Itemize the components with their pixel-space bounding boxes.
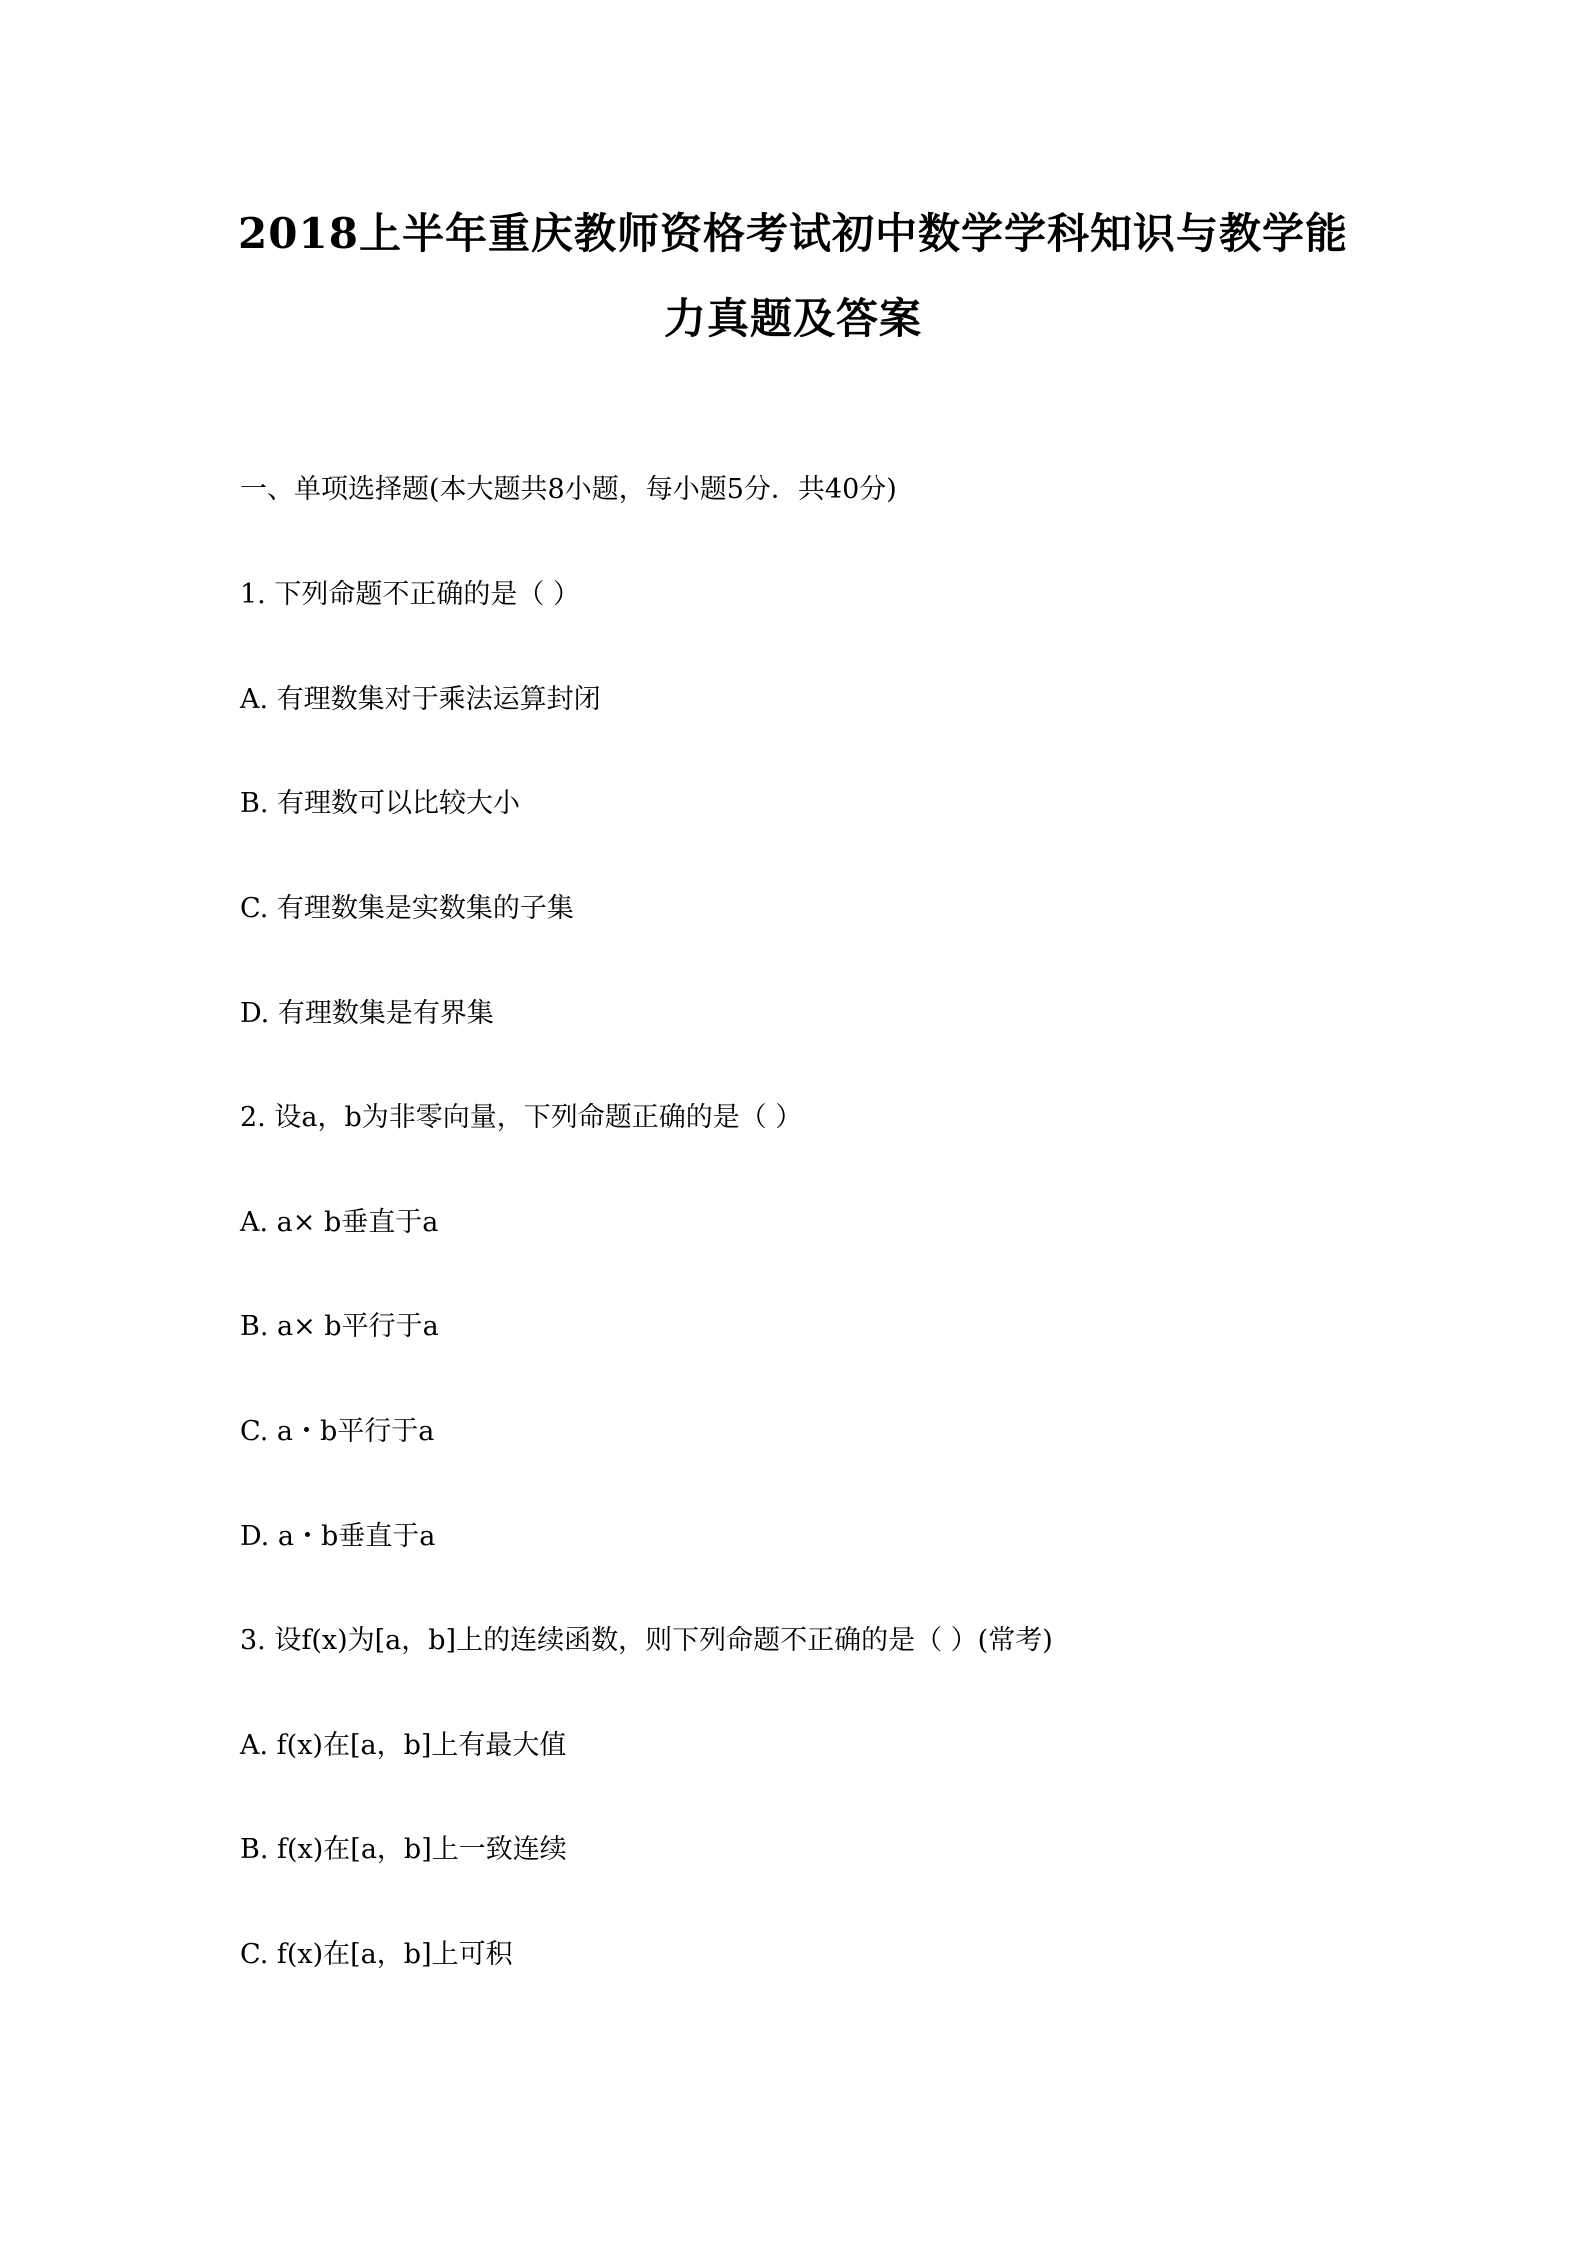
question-1-stem: 1. 下列命题不正确的是（ ）	[240, 579, 580, 610]
question-2-stem: 2. 设a，b为非零向量，下列命题正确的是（ ）	[240, 1102, 803, 1133]
document-title-line-1: 2018上半年重庆教师资格考试初中数学学科知识与教学能	[238, 209, 1348, 258]
question-3-stem: 3. 设f(x)为[a，b]上的连续函数，则下列命题不正确的是（ ）(常考)	[240, 1625, 1053, 1656]
question-3-option-b: B. f(x)在[a，b]上一致连续	[240, 1834, 567, 1865]
question-2-option-c: C. a・b平行于a	[240, 1416, 435, 1447]
section-heading: 一、单项选择题(本大题共8小题，每小题5分．共40分)	[240, 474, 897, 505]
question-3-option-a: A. f(x)在[a，b]上有最大值	[240, 1730, 567, 1761]
question-2-option-a: A. a× b垂直于a	[240, 1207, 439, 1238]
question-1-option-c: C. 有理数集是实数集的子集	[240, 893, 574, 924]
question-3-option-c: C. f(x)在[a，b]上可积	[240, 1939, 513, 1970]
question-2-option-d: D. a・b垂直于a	[240, 1521, 436, 1552]
question-1-option-a: A. 有理数集对于乘法运算封闭	[240, 684, 601, 715]
question-1-option-b: B. 有理数可以比较大小	[240, 788, 521, 819]
document-title-line-2: 力真题及答案	[663, 294, 922, 343]
question-1-option-d: D. 有理数集是有界集	[240, 998, 494, 1029]
question-2-option-b: B. a× b平行于a	[240, 1311, 439, 1342]
